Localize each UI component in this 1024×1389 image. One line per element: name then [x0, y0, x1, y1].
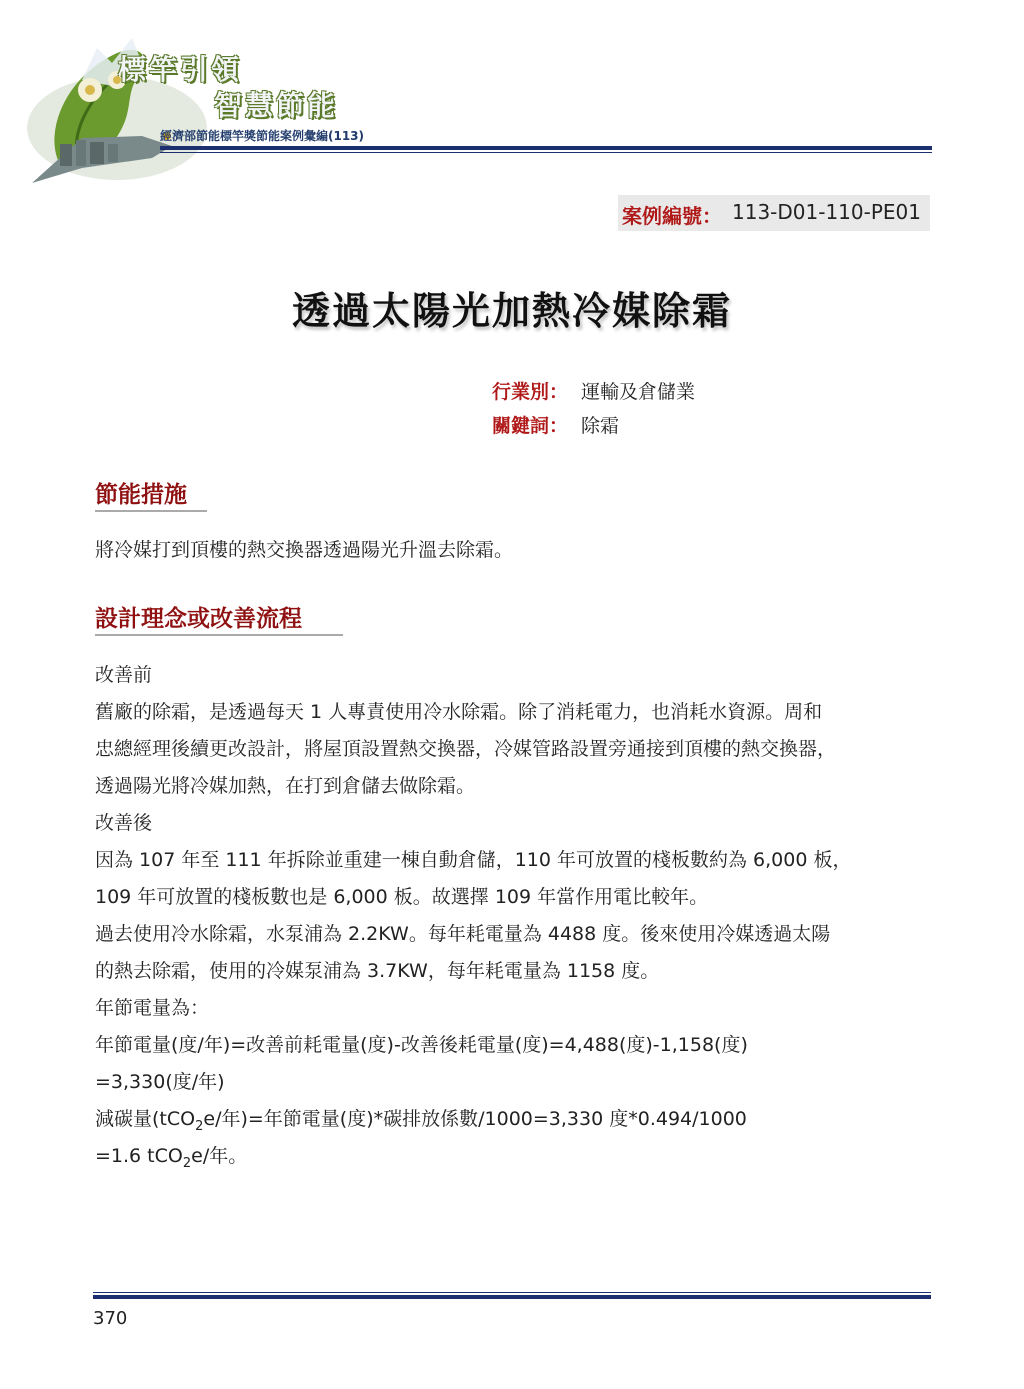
footer-rule-thin	[93, 1292, 931, 1293]
case-number-label: 案例編號：	[622, 204, 722, 228]
page-number: 370	[93, 1308, 128, 1329]
body-paragraph-line: 因為 107 年至 111 年拆除並重建一棟自動倉儲，110 年可放置的棧板數約為 6,000 板，	[95, 849, 852, 871]
industry-value: 運輸及倉儲業	[581, 381, 696, 403]
logo-title-line-1: 標竿引領	[118, 53, 243, 86]
body-paragraph-line: 過去使用冷水除霜，水泵浦為 2.2KW。每年耗電量為 4488 度。後來使用冷媒透過太陽	[95, 923, 831, 945]
measures-text: 將冷媒打到頂樓的熱交換器透過陽光升溫去除霜。	[95, 539, 514, 561]
formula-line: =3,330(度/年)	[95, 1071, 225, 1093]
case-number-value: 113-D01-110-PE01	[732, 200, 921, 224]
co2-result-a: =1.6 tCO	[95, 1145, 183, 1167]
co2-text-b: e/年)=年節電量(度)*碳排放係數/1000=3,330 度*0.494/1000	[203, 1108, 747, 1130]
series-caption: 經濟部節能標竿獎節能案例彙編(113)	[160, 129, 365, 143]
page-title: 透過太陽光加熱冷媒除霜	[291, 289, 732, 333]
co2-subscript: 2	[182, 1155, 192, 1171]
body-paragraph-line: 109 年可放置的棧板數也是 6,000 板。故選擇 109 年當作用電比較年。	[95, 886, 709, 908]
body-paragraph-line: 舊廠的除霜，是透過每天 1 人專責使用冷水除霜。除了消耗電力，也消耗水資源。周和	[95, 701, 823, 723]
body-paragraph-line: 年節電量為：	[95, 997, 210, 1019]
co2-result-line	[95, 1141, 247, 1171]
body-paragraph-line: 的熱去除霜，使用的冷媒泵浦為 3.7KW，每年耗電量為 1158 度。	[95, 960, 660, 982]
header-rule	[160, 146, 932, 150]
section-heading-measures: 節能措施	[95, 482, 187, 508]
footer-rule	[93, 1295, 931, 1299]
section-underline	[95, 634, 343, 636]
header-rule-thin	[160, 152, 932, 153]
logo-title-line-2: 智慧節能	[214, 89, 339, 122]
before-label: 改善前	[95, 664, 153, 686]
co2-result-b: e/年。	[191, 1145, 248, 1167]
industry-label: 行業別：	[492, 381, 569, 403]
keyword-label: 關鍵詞：	[492, 415, 569, 437]
body-paragraph-line: 忠總經理後續更改設計，將屋頂設置熱交換器，冷媒管路設置旁通接到頂樓的熱交換器，	[95, 738, 837, 760]
body-paragraph-line: 透過陽光將冷媒加熱，在打到倉儲去做除霜。	[95, 775, 476, 797]
section-underline	[95, 510, 207, 512]
co2-text-a: 減碳量(tCO	[95, 1108, 196, 1130]
keyword-value: 除霜	[581, 415, 620, 437]
co2-formula-line	[95, 1104, 747, 1134]
co2-subscript: 2	[195, 1118, 204, 1134]
section-heading-design: 設計理念或改善流程	[95, 606, 302, 632]
formula-line: 年節電量(度/年)=改善前耗電量(度)-改善後耗電量(度)=4,488(度)-1,158(度)	[95, 1034, 748, 1056]
logo-illustration	[22, 18, 232, 188]
after-label: 改善後	[95, 812, 153, 834]
